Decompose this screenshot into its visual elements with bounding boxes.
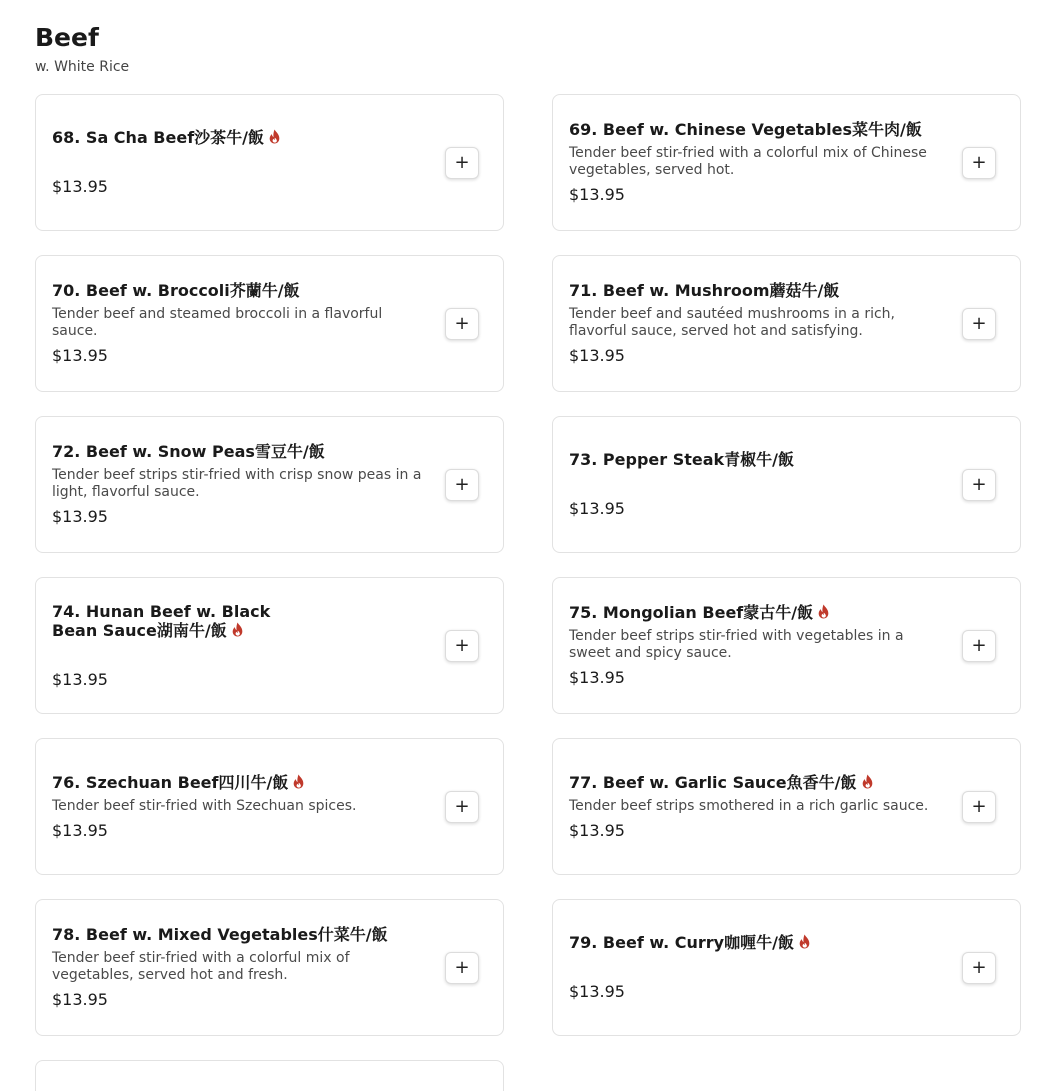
- menu-item-name-text: 76. Szechuan Beef四川牛/飯: [52, 772, 289, 792]
- menu-item-description: Tender beef stir-fried with a colorful mix of vegetables, served hot and fresh.: [52, 950, 350, 983]
- menu-item-body: [569, 95, 939, 230]
- menu-item-body: [52, 417, 422, 552]
- menu-item-spacer: [569, 469, 939, 493]
- menu-item-name: [52, 442, 422, 461]
- menu-item-description: Tender beef stir-fried with a colorful mix of Chinese vegetables, served hot.: [569, 145, 927, 178]
- spicy-flame-icon: [798, 934, 811, 949]
- menu-item-name: [569, 603, 939, 622]
- menu-item-name-text: 78. Beef w. Mixed Vegetables什菜牛/飯: [52, 925, 388, 944]
- menu-item-name: [569, 120, 939, 139]
- menu-item-body: [52, 1061, 422, 1091]
- menu-item-body: [52, 739, 422, 874]
- menu-item-card[interactable]: [35, 1060, 504, 1091]
- menu-item-price: $13.95: [569, 982, 625, 1001]
- menu-item-price: $13.95: [52, 669, 108, 689]
- add-to-cart-button[interactable]: +: [445, 469, 479, 501]
- menu-item-card[interactable]: [552, 416, 1021, 553]
- menu-item-description: Tender beef strips smothered in a rich garlic sauce.: [569, 797, 929, 814]
- menu-item-name-text: 77. Beef w. Garlic Sauce魚香牛/飯: [569, 772, 857, 792]
- add-to-cart-button[interactable]: +: [445, 952, 479, 984]
- menu-item-card[interactable]: [552, 577, 1021, 714]
- menu-item-price: $13.95: [52, 177, 108, 196]
- menu-item-card[interactable]: [35, 255, 504, 392]
- menu-item-body: [52, 95, 422, 230]
- add-to-cart-button[interactable]: +: [962, 791, 996, 823]
- menu-item-body: [52, 900, 422, 1035]
- menu-item-price: $13.95: [569, 668, 625, 687]
- menu-item-name: [52, 128, 422, 147]
- menu-item-name-text: 75. Mongolian Beef蒙古牛/飯: [569, 603, 814, 622]
- menu-item-name-text: 71. Beef w. Mushroom蘑菇牛/飯: [569, 281, 840, 300]
- menu-item-name-text: 70. Beef w. Broccoli芥蘭牛/飯: [52, 281, 300, 300]
- menu-item-price: $13.95: [569, 820, 625, 840]
- menu-item-spacer: [52, 640, 422, 664]
- menu-item-card[interactable]: [552, 738, 1021, 875]
- menu-item-body: [569, 578, 939, 713]
- menu-item-card[interactable]: [552, 899, 1021, 1036]
- menu-item-name-text: 73. Pepper Steak青椒牛/飯: [569, 450, 795, 469]
- menu-item-name: [569, 450, 939, 469]
- add-to-cart-button[interactable]: +: [962, 952, 996, 984]
- menu-item-name-text: 79. Beef w. Curry咖喱牛/飯: [569, 933, 794, 952]
- menu-item-body: [52, 578, 422, 713]
- menu-item-spacer: [569, 952, 939, 976]
- menu-item-name: [569, 933, 939, 952]
- menu-item-price: $13.95: [52, 820, 108, 840]
- add-to-cart-button[interactable]: +: [962, 308, 996, 340]
- spicy-flame-icon: [817, 604, 830, 619]
- menu-item-name: [52, 602, 292, 640]
- menu-item-body: [569, 900, 939, 1035]
- menu-item-card[interactable]: [35, 577, 504, 714]
- section-subtitle: w. White Rice: [35, 59, 130, 75]
- menu-item-spacer: [52, 147, 422, 171]
- spicy-flame-icon: [268, 129, 281, 144]
- spicy-flame-icon: [292, 774, 305, 789]
- menu-item-name-text: 72. Beef w. Snow Peas雪豆牛/飯: [52, 442, 325, 461]
- spicy-flame-icon: [861, 774, 874, 789]
- menu-item-body: [569, 739, 939, 874]
- menu-item-card[interactable]: [35, 899, 504, 1036]
- menu-item-grid: [35, 94, 1021, 1091]
- add-to-cart-button[interactable]: +: [962, 630, 996, 662]
- menu-item-name-text: 69. Beef w. Chinese Vegetables菜牛肉/飯: [569, 120, 922, 139]
- menu-item-price: $13.95: [569, 185, 625, 204]
- add-to-cart-button[interactable]: +: [445, 630, 479, 662]
- add-to-cart-button[interactable]: +: [962, 147, 996, 179]
- menu-item-price: $13.95: [52, 346, 108, 365]
- menu-item-card[interactable]: [35, 94, 504, 231]
- menu-item-name-text: 68. Sa Cha Beef沙茶牛/飯: [52, 128, 265, 147]
- menu-item-body: [52, 256, 422, 391]
- menu-item-body: [569, 417, 939, 552]
- menu-item-card[interactable]: [552, 94, 1021, 231]
- section-title: Beef: [35, 23, 99, 52]
- menu-item-name: [52, 281, 422, 300]
- menu-item-name: [52, 773, 422, 792]
- menu-item-name: [569, 281, 939, 300]
- add-to-cart-button[interactable]: +: [445, 147, 479, 179]
- menu-item-card[interactable]: [552, 255, 1021, 392]
- menu-item-description: Tender beef stir-fried with Szechuan spices.: [52, 797, 357, 814]
- menu-item-price: $13.95: [569, 346, 625, 365]
- menu-item-description: Tender beef and steamed broccoli in a flavorful sauce.: [52, 306, 383, 339]
- menu-item-price: $13.95: [52, 990, 108, 1009]
- menu-item-card[interactable]: [35, 738, 504, 875]
- menu-item-description: Tender beef and sautéed mushrooms in a rich, flavorful sauce, served hot and satisfying.: [569, 306, 895, 339]
- menu-item-name: [569, 773, 939, 792]
- menu-item-description: Tender beef strips stir-fried with vegetables in a sweet and spicy sauce.: [569, 628, 904, 661]
- add-to-cart-button[interactable]: +: [445, 308, 479, 340]
- menu-item-description: Tender beef strips stir-fried with crisp snow peas in a light, flavorful sauce.: [52, 467, 422, 500]
- menu-item-body: [569, 256, 939, 391]
- section-header: [35, 22, 129, 76]
- add-to-cart-button[interactable]: +: [962, 469, 996, 501]
- spicy-flame-icon: [231, 622, 244, 637]
- add-to-cart-button[interactable]: +: [445, 791, 479, 823]
- menu-item-price: $13.95: [52, 507, 108, 526]
- menu-item-card[interactable]: [35, 416, 504, 553]
- menu-item-name-text: 74. Hunan Beef w. Black Bean Sauce湖南牛/飯: [52, 601, 271, 640]
- menu-item-price: $13.95: [569, 499, 625, 518]
- menu-item-name: [52, 925, 422, 944]
